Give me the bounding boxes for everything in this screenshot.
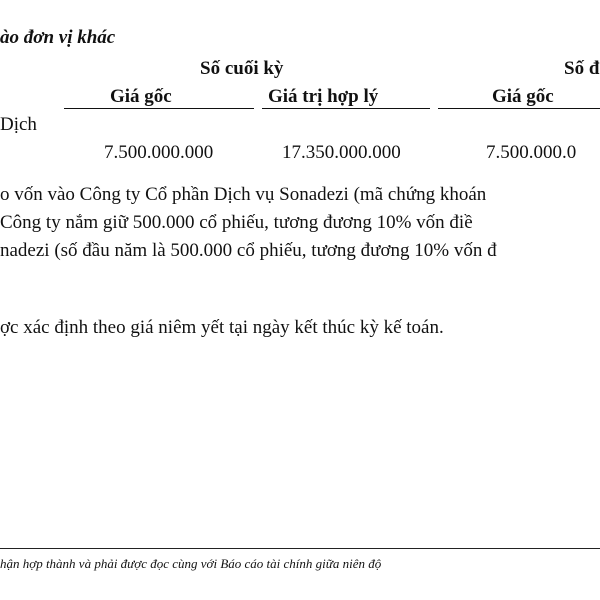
value-cost-begin: 7.500.000.0 [486, 142, 577, 163]
value-fair-value-end: 17.350.000.000 [282, 142, 401, 163]
paragraph-line-1: o vốn vào Công ty Cổ phần Dịch vụ Sonadezi (mã chứng khoán [0, 184, 487, 205]
column-group-end-period: Số cuối kỳ [200, 58, 284, 79]
header-rule-cost-begin [438, 108, 600, 109]
section-heading: ào đơn vị khác [0, 27, 116, 48]
subheader-cost-end: Giá gốc [110, 86, 172, 107]
paragraph-line-2: Công ty nắm giữ 500.000 cổ phiếu, tương đương 10% vốn điề [0, 212, 473, 233]
value-cost-end: 7.500.000.000 [104, 142, 214, 163]
paragraph-line-4: ợc xác định theo giá niêm yết tại ngày kết thúc kỳ kế toán. [0, 317, 444, 338]
header-rule-cost-end [64, 108, 254, 109]
footer-divider [0, 548, 600, 549]
header-rule-fair-value-end [262, 108, 430, 109]
footer-note: hận hợp thành và phải được đọc cùng với Báo cáo tài chính giữa niên độ [0, 556, 382, 571]
row-label: Dịch [0, 114, 37, 135]
paragraph-line-3: nadezi (số đầu năm là 500.000 cổ phiếu, tương đương 10% vốn đ [0, 240, 497, 261]
column-group-begin-period: Số đ [564, 58, 600, 79]
subheader-fair-value-end: Giá trị hợp lý [268, 86, 379, 107]
subheader-cost-begin: Giá gốc [492, 86, 554, 107]
